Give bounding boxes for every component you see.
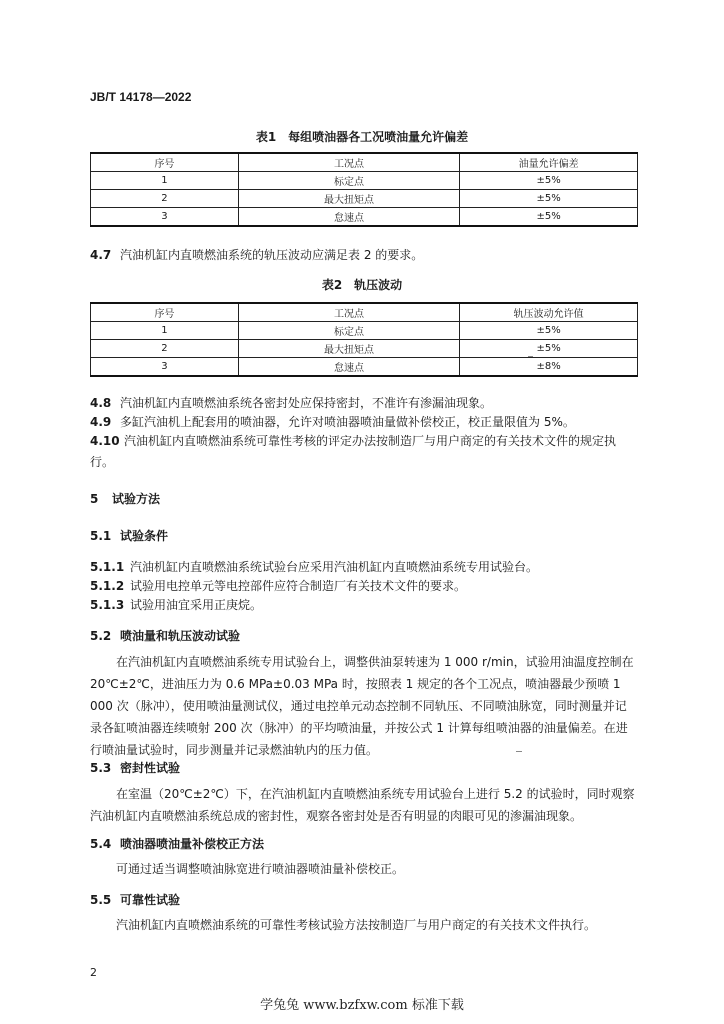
paragraph-5-3: 在室温（20℃±2℃）下，在汽油机缸内直喷燃油系统专用试验台上进行 5.2 的试验时，同时观察汽油机缸内直喷燃油系统总成的密封性，观察各密封处是否有明显的肉眼可见的渗漏油现象。 [90,787,635,823]
clause-text: 汽油机缸内直喷燃油系统试验台应采用汽油机缸内直喷燃油系统专用试验台。 [130,560,539,574]
section-5-4-heading [90,834,638,855]
section-number: 5 [90,492,99,506]
table-cell: ±8% [460,358,638,377]
download-watermark: 学兔兔 www.bzfxw.com 标准下载 [260,998,464,1013]
section-number: 5.4 [90,837,112,851]
paragraph-5-2: 在汽油机缸内直喷燃油系统专用试验台上，调整供油泵转速为 1 000 r/min，试验用油温度控制在 20℃±2℃，进油压力为 0.6 MPa±0.03 MPa 时，按照表 1 规定的各个工况点，喷油器最少预喷 1 000 次（脉冲），使用喷油量测试仪，通过电控单元动态控制不同轨压、不同喷油脉宽，同时测量并记录各缸喷油器连续喷射 200 次（脉冲）的平均喷油量，并按公式 1 计算每组喷油器的油量偏差。在进行喷油量试验时，同步测量并记录燃油轨内的压力值。 [90,655,634,757]
clause-text: 试验用油宜采用正庚烷。 [130,598,263,612]
scan-mark [528,356,533,357]
section-5-1-heading [90,526,638,547]
table-cell: 2 [91,190,239,208]
column-header: 工况点 [238,303,459,322]
section-number: 5.2 [90,629,112,643]
column-header: 工况点 [238,153,459,172]
table-cell: 3 [91,358,239,377]
table-row [91,322,638,340]
clause-number: 4.8 [90,396,112,410]
table-header-row [91,153,638,172]
section-title: 可靠性试验 [120,893,181,907]
table-cell: ±5% [460,190,638,208]
table-header-row [91,303,638,322]
section-title: 试验条件 [120,529,169,543]
clause-number: 4.10 [90,434,120,448]
table-cell: 1 [91,172,239,190]
clause-number: 5.1.1 [90,560,125,574]
table-cell: 3 [91,208,239,227]
table-row [91,358,638,377]
clause-number: 4.9 [90,415,112,429]
table2-title: 表2 轨压波动 [321,278,403,292]
standard-code: JB/T 14178—2022 [90,90,192,104]
table-cell: 标定点 [238,172,459,190]
column-header: 油量允许偏差 [460,153,638,172]
clause-4-10 [90,431,638,473]
table-cell: 2 [91,340,239,358]
clause-text: 汽油机缸内直喷燃油系统的轨压波动应满足表 2 的要求。 [120,248,424,262]
section-title: 喷油器喷油量补偿校正方法 [120,837,265,851]
clause-number: 5.1.2 [90,579,125,593]
table2 [90,302,638,377]
table-row [91,190,638,208]
paragraph-5-4: 可通过适当调整喷油脉宽进行喷油器喷油量补偿校正。 [116,862,405,876]
clause-number: 4.7 [90,248,112,262]
section-number: 5.1 [90,529,112,543]
table-cell: 1 [91,322,239,340]
clause-number: 5.1.3 [90,598,125,612]
table-cell: 怠速点 [238,358,459,377]
table-cell: ±5% [460,208,638,227]
section-title: 密封性试验 [120,761,181,775]
clause-5-1-3 [90,595,638,616]
table-row [91,340,638,358]
table1-title: 表1 每组喷油器各工况喷油量允许偏差 [255,130,469,144]
section-number: 5.3 [90,761,112,775]
column-header: 序号 [91,153,239,172]
section-5-heading [90,489,638,510]
table-cell: ±5% [460,322,638,340]
clause-5-1-2 [90,576,638,597]
clause-4-7 [90,245,638,266]
table-cell: 最大扭矩点 [238,340,459,358]
section-title: 试验方法 [112,492,161,506]
section-title: 喷油量和轨压波动试验 [120,629,241,643]
table-cell: 标定点 [238,322,459,340]
clause-4-8 [90,393,638,414]
page-number: 2 [90,966,97,979]
clause-text: 多缸汽油机上配套用的喷油器，允许对喷油器喷油量做补偿校正，校正量限值为 5%。 [120,415,575,429]
paragraph-5-5: 汽油机缸内直喷燃油系统的可靠性考核试验方法按制造厂与用户商定的有关技术文件执行。 [116,918,597,932]
section-5-3-heading [90,758,638,779]
table-cell: 最大扭矩点 [238,190,459,208]
table-cell: ±5% [460,172,638,190]
clause-text: 汽油机缸内直喷燃油系统各密封处应保持密封，不准许有渗漏油现象。 [120,396,493,410]
table-cell: ±5% [460,340,638,358]
clause-5-1-1 [90,557,638,578]
scan-mark [516,751,522,752]
clause-text: 试验用电控单元等电控部件应符合制造厂有关技术文件的要求。 [130,579,467,593]
table-cell: 怠速点 [238,208,459,227]
section-number: 5.5 [90,893,112,907]
column-header: 序号 [91,303,239,322]
column-header: 轨压波动允许值 [460,303,638,322]
clause-4-9 [90,412,638,433]
table1 [90,152,638,227]
section-5-2-heading [90,626,638,647]
clause-text: 汽油机缸内直喷燃油系统可靠性考核的评定办法按制造厂与用户商定的有关技术文件的规定执行。 [90,434,617,469]
table-row [91,208,638,227]
section-5-5-heading [90,890,638,911]
table-row [91,172,638,190]
